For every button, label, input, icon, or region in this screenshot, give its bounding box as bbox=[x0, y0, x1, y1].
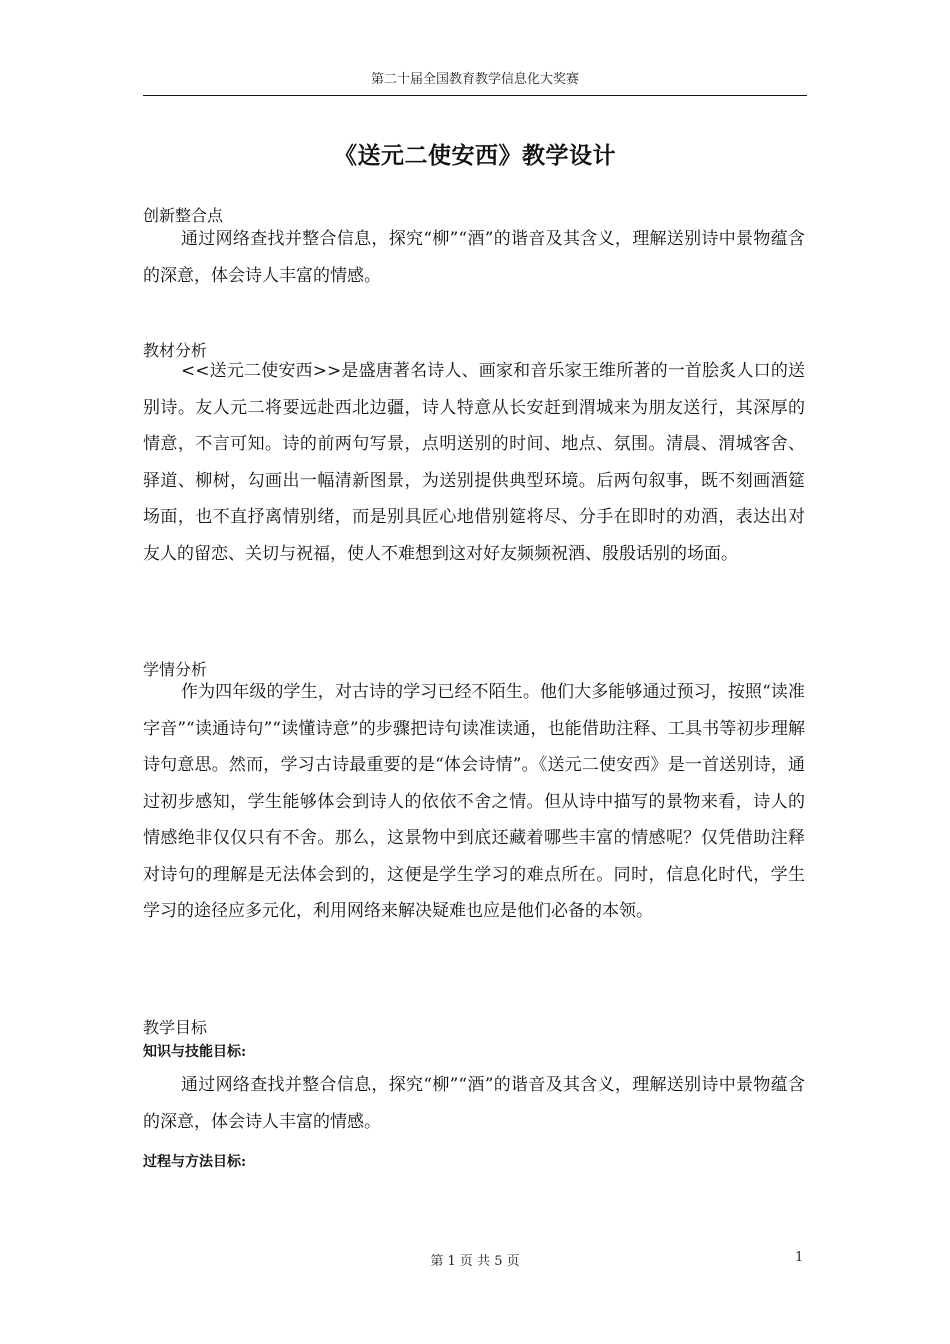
section-text-material: <<送元二使安西>>是盛唐著名诗人、画家和音乐家王维所著的一首脍炙人口的送别诗。友人元二将要远赴西北边疆，诗人特意从长安赶到渭城来为朋友送行，其深厚的情意，不言可知。诗的前两句写景，点明送别的时间、地点、氛围。清晨、渭城客舍、驿道、柳树，勾画出一幅清新图景，为送别提供典型环境。后两句叙事，既不刻画酒筵场面，也不直抒离情别绪，而是别具匠心地借别筵将尽、分手在即时的劝酒，表达出对友人的留恋、关切与祝福，使人不难想到这对好友频频祝酒、殷殷话别的场面。 bbox=[143, 361, 805, 564]
section-heading-learners: 学情分析 bbox=[143, 660, 208, 679]
page-footer: 第 1 页 共 5 页 bbox=[430, 1254, 520, 1269]
section-heading-material: 教材分析 bbox=[143, 341, 208, 360]
page-number: 1 bbox=[795, 1250, 804, 1265]
knowledge-goal-text: 通过网络查找并整合信息，探究“柳”“酒”的谐音及其含义，理解送别诗中景物蕴含的深意，体会诗人丰富的情感。 bbox=[143, 1075, 805, 1132]
section-text-learners: 作为四年级的学生，对古诗的学习已经不陌生。他们大多能够通过预习，按照“读准字音”“读通诗句”“读懂诗意”的步骤把诗句读准读通，也能借助注释、工具书等初步理解诗句意思。然而，学习古诗最重要的是“体会诗情”。《送元二使安西》是一首送别诗，通过初步感知，学生能够体会到诗人的依依不舍之情。但从诗中描写的景物来看，诗人的情感绝非仅仅只有不舍。那么，这景物中到底还藏着哪些丰富的情感呢？仅凭借助注释对诗句的理解是无法体会到的，这便是学生学习的难点所在。同时，信息化时代，学生学习的途径应多元化，利用网络来解决疑难也应是他们必备的本领。 bbox=[143, 682, 805, 921]
header-divider bbox=[143, 95, 807, 96]
section-heading-goals: 教学目标 bbox=[143, 1018, 208, 1037]
section-heading-innovation: 创新整合点 bbox=[143, 206, 224, 225]
document-title: 《送元二使安西》教学设计 bbox=[334, 142, 616, 169]
knowledge-goal-label: 知识与技能目标: bbox=[143, 1044, 247, 1060]
page-header: 第二十届全国教育教学信息化大奖赛 bbox=[370, 72, 579, 87]
process-goal-label: 过程与方法目标: bbox=[143, 1154, 247, 1170]
section-text-innovation: 通过网络查找并整合信息，探究“柳”“酒”的谐音及其含义，理解送别诗中景物蕴含的深意，体会诗人丰富的情感。 bbox=[143, 229, 805, 286]
